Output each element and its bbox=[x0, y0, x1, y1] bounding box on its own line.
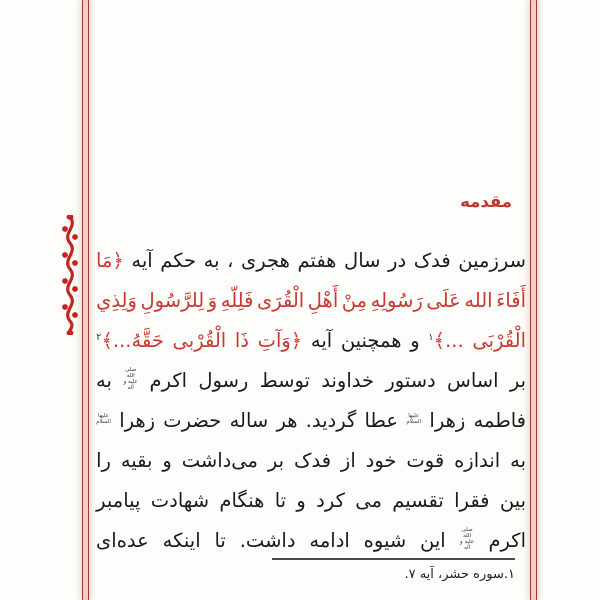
footnote-marker: ۲ bbox=[96, 331, 102, 343]
body-word: بر bbox=[267, 448, 285, 472]
body-word: و bbox=[162, 448, 172, 472]
body-word: ، bbox=[227, 248, 234, 272]
body-word: به bbox=[203, 248, 220, 272]
verse-word: فَلِلّهِ bbox=[220, 288, 254, 312]
body-word: سرزمین bbox=[458, 248, 526, 272]
footnote-divider bbox=[272, 558, 515, 560]
verse-word: ﴿مَا bbox=[96, 248, 124, 272]
body-word: اینکه bbox=[162, 528, 201, 552]
body-word: بر bbox=[509, 368, 526, 392]
body-word: ساله bbox=[229, 408, 269, 432]
verse-word: عَلَى bbox=[426, 288, 461, 312]
text-line bbox=[96, 440, 526, 480]
floral-ornament-icon bbox=[59, 215, 81, 335]
body-word: بقیه bbox=[120, 448, 153, 472]
text-line bbox=[96, 400, 526, 440]
verse-word: الْقُرْبى bbox=[172, 328, 227, 352]
verse-word: ذَا bbox=[234, 328, 249, 352]
body-word: فدک bbox=[294, 448, 332, 472]
body-word: دستور bbox=[385, 368, 436, 392]
verse-word: حَقَّهُ...﴾$^۲$ bbox=[96, 328, 164, 352]
body-word: اندازه bbox=[454, 448, 501, 472]
verse-word: الْقُرَى bbox=[256, 288, 305, 312]
body-word: همچنین bbox=[340, 328, 402, 352]
body-word: ادامه bbox=[309, 528, 350, 552]
body-word: اکرم bbox=[149, 368, 188, 392]
verse-word: رَسُولِهِ bbox=[370, 288, 423, 312]
verse-word: الْقُرْبَى bbox=[472, 328, 526, 352]
body-word: تقسیم bbox=[392, 488, 444, 512]
honorific-calligraphy-icon: صلی الله علیه و آله bbox=[460, 527, 475, 551]
body-word: هجری bbox=[240, 248, 290, 272]
body-word: شیوه bbox=[363, 528, 407, 552]
body-word: بین bbox=[499, 488, 526, 512]
body-word: خود bbox=[365, 448, 397, 472]
page-title: مقدمه bbox=[460, 192, 512, 211]
body-word: در bbox=[388, 248, 407, 272]
body-word: حکم bbox=[160, 248, 197, 272]
body-word: به bbox=[510, 448, 526, 472]
body-word: آیه bbox=[310, 328, 333, 352]
verse-word: الله bbox=[464, 288, 493, 312]
verse-word: لِلرَّسُولِ bbox=[140, 288, 205, 312]
text-line bbox=[96, 280, 526, 320]
body-word: این bbox=[420, 528, 446, 552]
text-line bbox=[96, 520, 526, 560]
footnote-text: ۱.سوره حشر، آیه ۷. bbox=[404, 567, 515, 582]
verse-word: مِنْ bbox=[341, 288, 368, 312]
body-word: هنگام bbox=[219, 488, 265, 512]
left-border-rule bbox=[82, 0, 89, 600]
body-word: آیه bbox=[131, 248, 153, 272]
text-line bbox=[96, 240, 526, 280]
verse-word: أَهْلِ bbox=[307, 288, 339, 312]
body-word: فقرا bbox=[454, 488, 490, 512]
verse-word: وَ bbox=[207, 288, 218, 312]
text-line bbox=[96, 480, 526, 520]
verse-word: أَفَاءَ bbox=[496, 288, 526, 312]
honorific-calligraphy-icon: علیها السلام bbox=[406, 413, 422, 425]
body-word: اکرم bbox=[488, 528, 526, 552]
body-word: خداوند bbox=[321, 368, 375, 392]
body-word: پیامبر bbox=[96, 488, 141, 512]
body-word: کرد bbox=[316, 488, 345, 512]
body-word: قوت bbox=[406, 448, 445, 472]
body-word: هفتم bbox=[297, 248, 337, 272]
body-word: شهادت bbox=[150, 488, 210, 512]
body-word: توسط bbox=[259, 368, 310, 392]
honorific-calligraphy-icon: صلی الله علیه و آله bbox=[123, 367, 138, 391]
body-word: و bbox=[296, 488, 306, 512]
text-line bbox=[96, 320, 526, 360]
body-paragraph bbox=[96, 240, 526, 560]
body-word: زهرا bbox=[119, 408, 156, 432]
body-word: عطا bbox=[364, 408, 399, 432]
right-border-rule bbox=[530, 0, 537, 600]
body-word: سال bbox=[344, 248, 381, 272]
verse-word: وَلِذِي bbox=[96, 288, 137, 312]
body-word: از bbox=[340, 448, 356, 472]
body-word: را bbox=[96, 448, 111, 472]
body-word: می‌داشت bbox=[181, 448, 258, 472]
body-word: هر bbox=[276, 408, 298, 432]
body-word: گردید. bbox=[305, 408, 357, 432]
body-word: داشت. bbox=[239, 528, 296, 552]
body-word: تا bbox=[274, 488, 287, 512]
body-word: تا bbox=[214, 528, 226, 552]
body-word: و bbox=[410, 328, 420, 352]
body-word: رسول bbox=[198, 368, 249, 392]
body-word: اساس bbox=[447, 368, 499, 392]
text-line bbox=[96, 360, 526, 400]
verse-word: ...﴾$^۱$ bbox=[428, 328, 464, 352]
body-word: فدک bbox=[413, 248, 451, 272]
footnote-marker: ۱ bbox=[428, 331, 434, 343]
verse-word: ﴿وَآتِ bbox=[257, 328, 303, 352]
body-word: به bbox=[96, 368, 112, 392]
body-word: فاطمه bbox=[473, 408, 526, 432]
honorific-calligraphy-icon: علیها السلام bbox=[96, 413, 111, 425]
body-word: حضرت bbox=[163, 408, 222, 432]
body-word: زهرا bbox=[429, 408, 466, 432]
body-word: می bbox=[355, 488, 382, 512]
body-word: عده‌ای bbox=[96, 528, 149, 552]
